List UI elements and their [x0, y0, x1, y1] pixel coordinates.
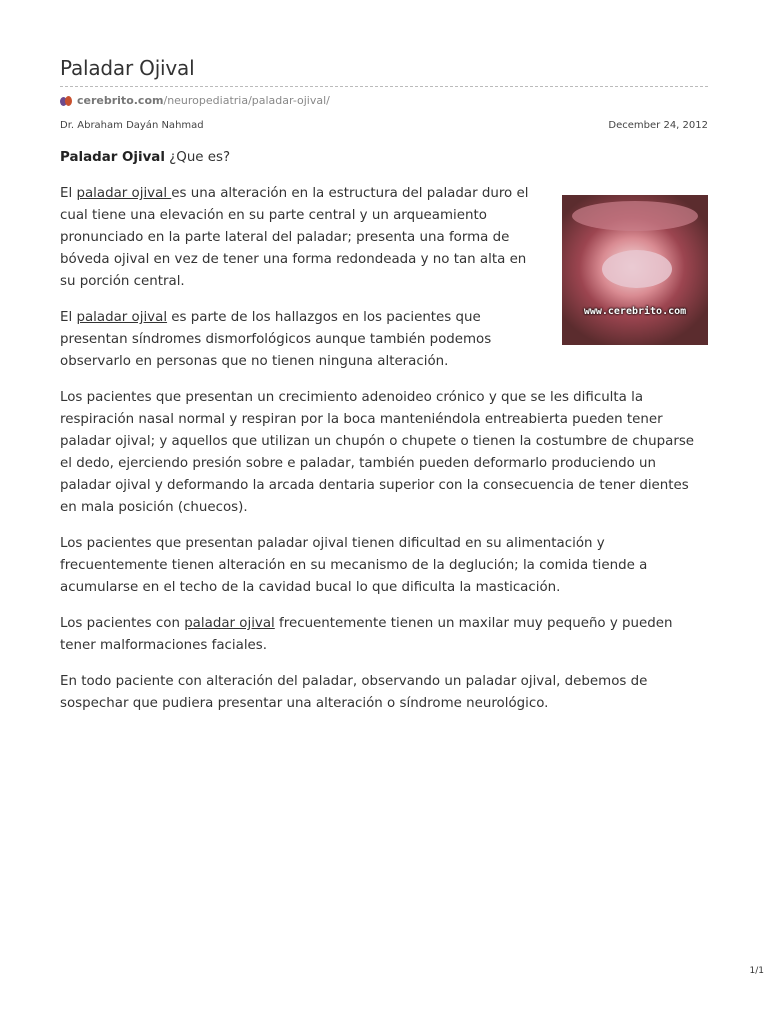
article-meta — [60, 119, 708, 133]
publish-date: December 24, 2012 — [608, 120, 708, 131]
page-indicator: 1/1 — [749, 966, 764, 976]
source-domain[interactable]: cerebrito.com — [77, 94, 164, 107]
article-body — [60, 147, 708, 715]
p2-post: es parte de los hallazgos en los pacientes que presentan síndromes dismorfológicos aunque también podemos observarlo en personas que no tienen ninguna alteración. — [60, 310, 492, 369]
paladar-ojival-link-1[interactable]: paladar ojival — [76, 186, 172, 201]
palate-photo — [562, 195, 708, 345]
paragraph-6: En todo paciente con alteración del paladar, observando un paladar ojival, debemos de sospechar que pudiera presentar una alteración o síndrome neurológico. — [60, 674, 648, 711]
intro-paragraph — [60, 147, 708, 169]
p5-pre: Los pacientes con — [60, 616, 185, 631]
intro-rest: ¿Que es? — [164, 150, 231, 165]
paragraph-3: Los pacientes que presentan un crecimiento adenoideo crónico y que se les dificulta la respiración nasal normal y respiran por la boca manteniéndola entreabierta pueden tener paladar ojival; y aquellos que utilizan un chupón o chupete o tienen la costumbre de chuparse el dedo, ejerciendo presión sobre e paladar, también pueden deformarlo produciendo un paladar ojival y deformando la arcada dentaria superior con la consecuencia de tener dientes en mala posición (chuecos). — [60, 390, 695, 515]
photo-watermark: www.cerebrito.com — [583, 306, 687, 317]
source-line — [60, 94, 708, 108]
paladar-ojival-link-3[interactable]: paladar ojival — [184, 616, 275, 631]
paragraph-5 — [60, 613, 708, 657]
paladar-ojival-link-2[interactable]: paladar ojival — [76, 310, 168, 325]
site-logo-icon — [60, 95, 73, 108]
p5-post: frecuentemente tienen un maxilar muy pequeño y pueden tener malformaciones faciales. — [60, 616, 673, 653]
author-name: Dr. Abraham Dayán Nahmad — [60, 120, 204, 131]
page-title: Paladar Ojival — [60, 56, 195, 80]
title-divider — [60, 86, 708, 87]
p1-pre: El — [60, 186, 77, 201]
document-page — [60, 54, 708, 729]
intro-bold: Paladar Ojival — [60, 150, 165, 165]
source-path[interactable]: /neuropediatria/paladar-ojival/ — [163, 94, 330, 107]
p2-pre: El — [60, 310, 77, 325]
p1-post: es una alteración en la estructura del paladar duro el cual tiene una elevación en su parte central y un arqueamiento pronunciado en la parte lateral del paladar; presenta una forma de bóveda ojival en vez de tener una forma redondeada y no tan alta en su porción central. — [60, 186, 529, 289]
paragraph-4: Los pacientes que presentan paladar ojival tienen dificultad en su alimentación y frecuentemente tienen alteración en su mecanismo de la deglución; la comida tiende a acumularse en el techo de la cavidad bucal lo que dificulta la masticación. — [60, 536, 648, 595]
